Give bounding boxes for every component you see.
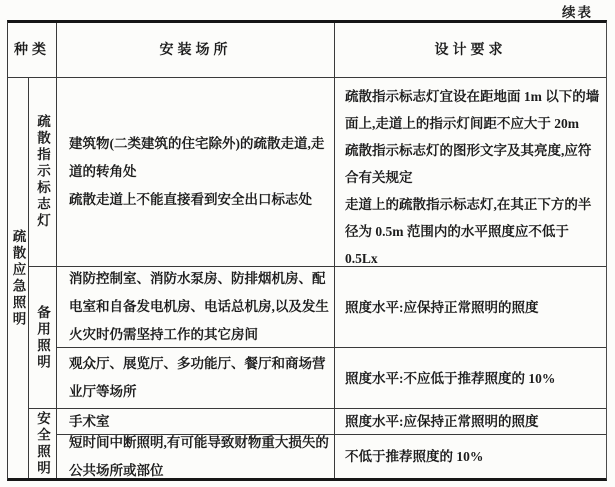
location-cell: [57, 348, 334, 408]
requirement-cell: [335, 409, 606, 434]
location-cell: [57, 78, 334, 266]
requirement-text: 照度水平:应保持正常照明的照度: [345, 299, 539, 315]
location-text: 疏散走道上不能直接看到安全出口标志处: [69, 192, 312, 207]
requirement-cell: [335, 435, 606, 478]
header-cell-location: 安装场所: [57, 23, 334, 77]
requirement-text: 走道上的疏散指示标志灯,在其正下方的半径为 0.5m 范围内的水平照度应不低于 0.5Lx: [345, 197, 592, 266]
requirement-text: 照度水平:不应低于推荐照度的 10%: [345, 370, 556, 386]
requirement-cell: [335, 78, 606, 266]
requirement-text: 照度水平:应保持正常照明的照度: [345, 414, 539, 429]
location-cell: [57, 267, 334, 347]
header-cell-requirement: 设计要求: [335, 23, 606, 77]
subcategory-label: 疏散指示标志灯: [35, 114, 50, 230]
location-text: 观众厅、展览厅、多功能厅、餐厅和商场营业厅等场所: [69, 356, 326, 399]
requirement-cell: [335, 267, 606, 347]
subcategory-cell-safety-lighting: [29, 409, 56, 478]
location-text: 短时间中断照明,有可能导致财物重大损失的公共场所或部位: [69, 435, 329, 478]
subcategory-cell-evacuation-sign-lamp: [29, 78, 56, 266]
location-text: 手术室: [69, 413, 110, 429]
requirement-text: 不低于推荐照度的 10%: [345, 449, 484, 464]
location-text: 消防控制室、消防水泵房、防排烟机房、配电室和自备发电机房、电话总机房,以及发生火灾时仍需坚持工作的其它房间: [69, 271, 329, 342]
category-cell: [8, 78, 28, 478]
requirement-text: 疏散指示标志灯宜设在距地面 1m 以下的墙面上,走道上的指示灯间距不应大于 20m: [345, 89, 600, 131]
requirement-cell: [335, 348, 606, 408]
spec-table: [7, 20, 607, 481]
subcategory-label: 安全照明: [35, 410, 50, 477]
location-cell: [57, 435, 334, 478]
subcategory-label: 备用照明: [35, 304, 50, 371]
header-cell-type: 种类: [8, 23, 56, 77]
continued-table-label: 续表: [562, 5, 593, 20]
subcategory-cell-standby-lighting: [29, 267, 56, 408]
location-text: 建筑物(二类建筑的住宅除外)的疏散走道,走道的转角处: [69, 136, 325, 179]
requirement-text: 疏散指示标志灯的图形文字及其亮度,应符合有关规定: [345, 143, 592, 185]
category-label: 疏散应急照明: [10, 228, 26, 328]
location-cell: [57, 409, 334, 434]
